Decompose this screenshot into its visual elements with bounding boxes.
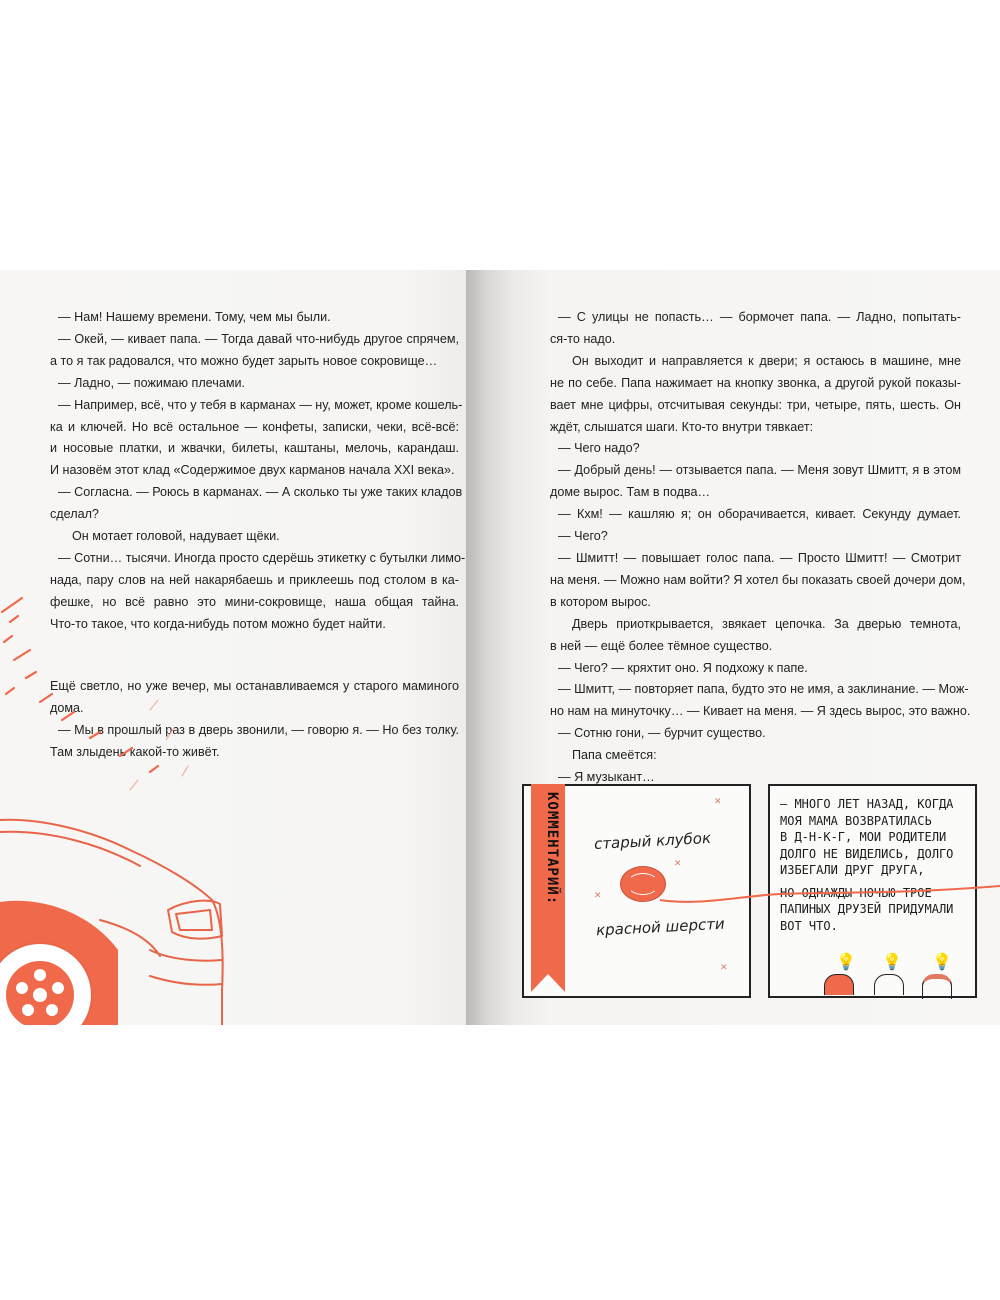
text-line: — Окей, — кивает папа. — Тогда давай что-нибудь другое спрячем, — [58, 331, 459, 346]
lightbulb-icon: 💡 — [932, 954, 952, 971]
text-line: ся-то надо. — [550, 331, 616, 346]
text-line: — С улицы не попасть… — бормочет папа. — Ладно, попытать- — [558, 310, 961, 324]
text-line: и носовые платки, и жвачки, билеты, каштаны, мелочь, карандаш. — [50, 441, 459, 456]
text-line: — Мы в прошлый раз в дверь звонили, — говорю я. — Но без толку. — [58, 722, 459, 737]
comic-line: МОЯ МАМА ВОЗВРАТИЛАСЬ — [780, 813, 932, 828]
text-line: фешке, но всё равно это мини-сокровище, наша общая тайна. — [50, 594, 459, 609]
text-line: на меня. — Можно нам войти? Я хотел бы показать своей дочери дом, — [550, 572, 966, 587]
lightbulb-icon: 💡 — [882, 954, 902, 971]
right-page-text — [550, 307, 971, 789]
comic-line: ИЗБЕГАЛИ ДРУГ ДРУГА, — [780, 863, 925, 877]
character-head — [922, 974, 952, 999]
sparkle-icon: ✕ — [674, 858, 682, 868]
text-line: — Добрый день! — отзывается папа. — Меня зовут Шмитт, я в этом — [558, 463, 961, 478]
text-line: Дверь приоткрывается, звякает цепочка. За дверью темнота, — [572, 616, 961, 631]
comic-line: ВОТ ЧТО. — [780, 918, 838, 933]
text-line: — Нам! Нашему времени. Тому, чем мы были. — [58, 310, 331, 324]
text-line: — Шмитт, — повторяет папа, будто это не имя, а заклинание. — Мож- — [558, 682, 969, 697]
yarn-caption-bottom: красной шерсти — [595, 914, 726, 940]
comic-panel-yarn — [522, 784, 751, 998]
comic-line: ДОЛГО НЕ ВИДЕЛИСЬ, ДОЛГО — [780, 846, 954, 861]
text-line: — Я музыкант… — [558, 770, 655, 785]
text-line: вает мне цифры, отсчитывая секунды: три, четыре, пять, шесть. Он — [550, 397, 961, 412]
character-head — [874, 974, 904, 995]
text-line: доме вырос. Там в подва… — [550, 485, 711, 500]
comic-line: — МНОГО ЛЕТ НАЗАД, КОГДА — [780, 797, 954, 811]
sparkle-icon: ✕ — [594, 890, 602, 900]
text-line: в котором вырос. — [550, 594, 651, 609]
text-line: нада, пару слов на ней накарябаешь и приклеешь под столом в ка- — [50, 572, 459, 587]
text-line: дома. — [50, 700, 84, 715]
sparkle-icon: ✕ — [714, 796, 722, 806]
text-line: — Например, всё, что у тебя в карманах — ну, может, кроме кошель- — [58, 397, 463, 412]
lightbulb-icon: 💡 — [836, 954, 856, 971]
character-head — [824, 974, 854, 995]
text-line: — Ладно, — пожимаю плечами. — [58, 375, 246, 390]
text-line: — Согласна. — Роюсь в карманах. — А сколько ты уже таких кладов — [58, 485, 463, 500]
text-line: И назовём этот клад «Содержимое двух карманов начала XXI века». — [50, 463, 455, 478]
speed-lines-icon — [0, 560, 200, 800]
car-sketch-icon — [0, 800, 240, 1025]
text-line: ждёт, слышатся шаги. Кто-то внутри тявкает: — [550, 419, 814, 434]
text-line: сделал? — [50, 507, 99, 522]
text-line: — Шмитт! — повышает голос папа. — Просто Шмитт! — Смотрит — [558, 550, 961, 565]
text-line: — Кхм! — кашляю я; он оборачивается, кивает. Секунду думает. — [558, 507, 961, 522]
text-line: — Сотню гони, — бурчит существо. — [558, 726, 766, 741]
text-line: а то я так радовался, что можно будет зарыть новое сокровище… — [50, 353, 438, 368]
text-line: — Чего? — [558, 529, 608, 544]
text-line: Что-то такое, что когда-нибудь потом можно будет найти. — [50, 616, 386, 631]
comic-line: В Д-Н-К-Г, МОИ РОДИТЕЛИ — [780, 830, 947, 844]
text-line: — Сотни… тысячи. Иногда просто сдерёшь этикетку с бутылки лимо- — [58, 550, 466, 565]
sparkle-icon: ✕ — [720, 962, 728, 972]
book-spread — [0, 270, 1000, 1025]
left-page — [0, 270, 503, 1025]
text-line: — Чего? — кряхтит оно. Я подхожу к папе. — [558, 660, 808, 675]
comment-ribbon-tail — [531, 974, 565, 992]
comment-label: КОММЕНТАРИЙ: — [544, 792, 560, 906]
yarn-ball-icon — [620, 866, 666, 902]
text-line: не по себе. Папа нажимает на кнопку звонка, а другой рукой показы- — [550, 375, 961, 390]
comic-narration — [780, 796, 976, 934]
text-line: Он мотает головой, надувает щёки. — [72, 529, 280, 544]
text-line: Папа смеётся: — [572, 748, 657, 763]
text-line: ка и ключей. Но всё остальное — конфеты, записки, чеки, всё-всё: — [50, 419, 459, 434]
text-line: Он выходит и направляется к двери; я остаюсь в машине, мне — [572, 353, 961, 368]
text-line: Ещё светло, но уже вечер, мы останавливаемся у старого маминого — [50, 679, 459, 693]
comic-panel-story — [768, 784, 977, 998]
text-line: в ней — ещё более тёмное существо. — [550, 638, 773, 653]
yarn-caption-top: старый клубок — [593, 828, 712, 854]
comic-line: ПАПИНЫХ ДРУЗЕЙ ПРИДУМАЛИ — [780, 902, 954, 916]
text-line: Там злыдень какой-то живёт. — [50, 744, 220, 759]
text-line: но нам на минуточку… — Кивает на меня. — Я здесь вырос, это важно. — [550, 704, 971, 719]
comic-line: НО ОДНАЖДЫ НОЧЬЮ ТРОЕ — [780, 885, 932, 900]
text-line: — Чего надо? — [558, 441, 640, 456]
